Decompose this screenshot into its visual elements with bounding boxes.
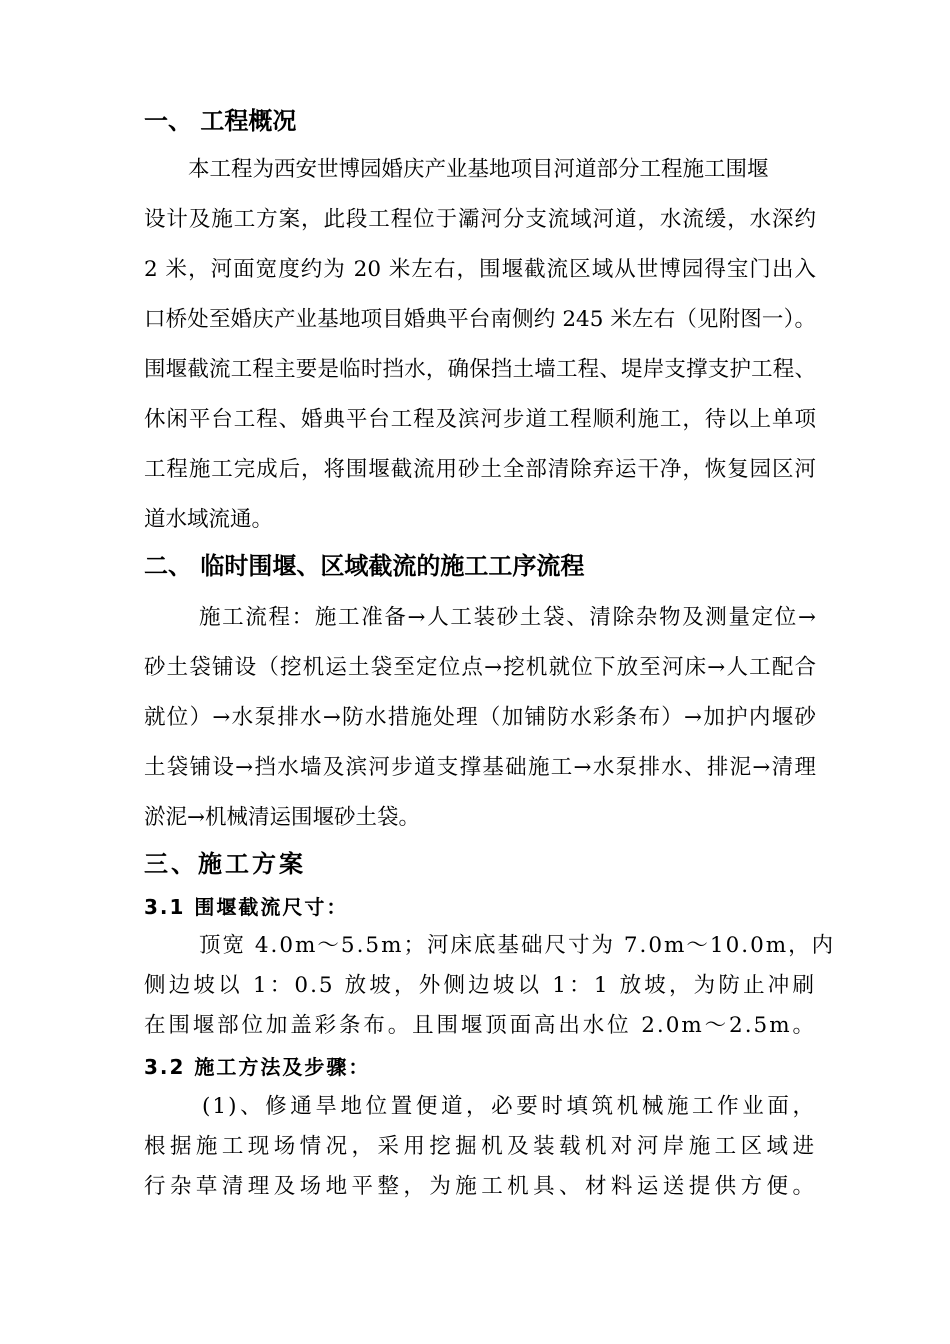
section-2-line-2: 砂土袋铺设（挖机运土袋至定位点→挖机就位下放至河床→人工配合 (144, 655, 816, 680)
subsection-3-2-line-3: 行杂草清理及场地平整，为施工机具、材料运送提供方便。 (144, 1174, 816, 1199)
subsection-3-1-line-1: 顶宽 4.0m～5.5m；河床底基础尺寸为 7.0m～10.0m，内 (199, 933, 836, 958)
section-1-line-1: 本工程为西安世博园婚庆产业基地项目河道部分工程施工围堰 (188, 157, 769, 182)
section-2-line-1: 施工流程：施工准备→人工装砂土袋、清除杂物及测量定位→ (199, 605, 816, 630)
section-1-line-5: 围堰截流工程主要是临时挡水，确保挡土墙工程、堤岸支撑支护工程、 (144, 357, 816, 382)
section-1-heading: 一、 工程概况 (144, 107, 297, 135)
section-2-heading: 二、 临时围堰、区域截流的施工工序流程 (144, 552, 585, 580)
subsection-3-2-heading: 3.2 施工方法及步骤： (144, 1055, 371, 1079)
section-2-line-4: 土袋铺设→挡水墙及滨河步道支撑基础施工→水泵排水、排泥→清理 (144, 755, 816, 780)
subsection-3-1-line-2: 侧边坡以 1：0.5 放坡，外侧边坡以 1：1 放坡，为防止冲刷 (144, 973, 816, 998)
section-3-heading: 三、施工方案 (144, 850, 306, 878)
subsection-3-1-line-3: 在围堰部位加盖彩条布。且围堰顶面高出水位 2.0m～2.5m。 (144, 1013, 816, 1038)
section-1-line-6: 休闲平台工程、婚典平台工程及滨河步道工程顺利施工，待以上单项 (144, 407, 816, 432)
subsection-3-2-line-1: (1)、修通旱地位置便道，必要时填筑机械施工作业面， (202, 1094, 816, 1119)
section-1-line-8: 道水域流通。 (144, 507, 274, 532)
section-1-line-2: 设计及施工方案，此段工程位于灞河分支流域河道，水流缓，水深约 (144, 207, 816, 232)
section-1-line-3: 2 米，河面宽度约为 20 米左右，围堰截流区域从世博园得宝门出入 (144, 257, 816, 282)
subsection-3-2-line-2: 根据施工现场情况，采用挖掘机及装载机对河岸施工区域进 (144, 1134, 816, 1159)
section-2-line-5: 淤泥→机械清运围堰砂土袋。 (144, 805, 421, 830)
section-2-line-3: 就位）→水泵排水→防水措施处理（加铺防水彩条布）→加护内堰砂 (144, 705, 816, 730)
section-1-line-7: 工程施工完成后，将围堰截流用砂土全部清除弃运干净，恢复园区河 (144, 457, 816, 482)
section-1-line-4: 口桥处至婚庆产业基地项目婚典平台南侧约 245 米左右（见附图一）。 (144, 307, 816, 332)
subsection-3-1-heading: 3.1 围堰截流尺寸： (144, 895, 349, 919)
